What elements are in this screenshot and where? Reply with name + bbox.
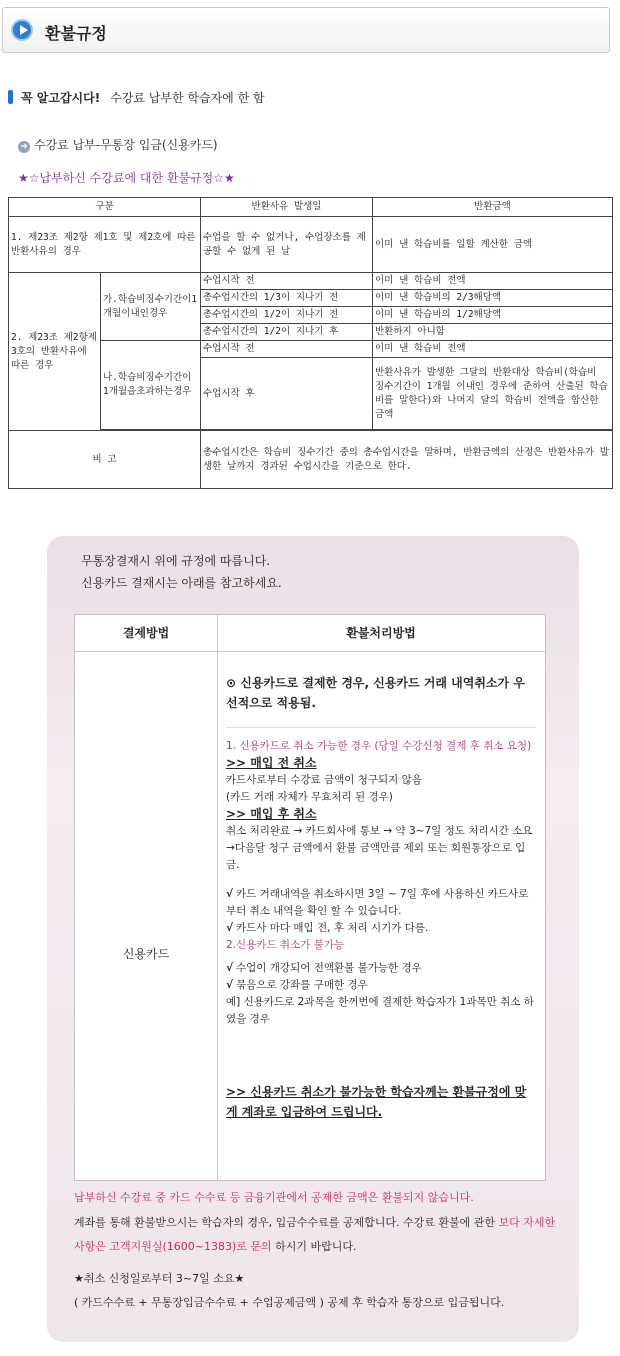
table-header: 반환사유 발생일	[201, 198, 373, 217]
title-bar	[2, 7, 610, 53]
table-cell: 2. 제23조 제2항제3호의 반환사유에 따른 경우	[9, 273, 101, 431]
notice-line	[8, 89, 265, 106]
check-item	[226, 886, 536, 920]
foot-text-highlight: 사항은 고객지원실(1600~1383)로 문의	[74, 1240, 272, 1253]
refund-rule-heading: ★☆납부하신 수강료에 대한 환불규정☆★	[18, 171, 235, 185]
table-cell: 가.학습비징수기간이1개월이내인경우	[101, 273, 201, 341]
refund-rule-table	[8, 197, 613, 489]
table-header: 반환금액	[373, 198, 613, 217]
table-cell: 수업을 할 수 없거나, 수업장소를 제공할 수 없게 된 날	[201, 217, 373, 273]
text-line: →다음달 청구 금액에서 환불 금액만큼 제외 또는 회원통장으로 입금.	[226, 842, 526, 871]
table-cell: 1. 제23조 제2항 제1호 및 제2호에 따른 반환사유의 경우	[9, 217, 201, 273]
check-icon: √	[226, 922, 234, 934]
table-cell: 이미 낸 학습비의 1/2해당액	[373, 307, 613, 324]
intro-line: 신용카드 결재시는 아래를 참고하세요.	[81, 576, 282, 590]
table-cell: 나.학습비징수기간이 1개월을초과하는경우	[101, 341, 201, 430]
final-note: >> 신용카드 취소가 불가능한 학습자께는 환불규정에 맞게 계좌로 입금하여 드립니다.	[226, 1085, 527, 1119]
table-cell: 수업시작 전	[201, 341, 373, 358]
bullet-bar-icon	[8, 90, 13, 104]
section-title: 2.신용카드 취소가 불가능	[226, 939, 345, 951]
method-column	[75, 651, 218, 1180]
foot-text-highlight: 보다 자세한	[498, 1216, 556, 1229]
notice-bold: 꼭 알고갑시다!	[21, 91, 101, 105]
check-text: 카드 거래내역을 취소하시면 3일 ~ 7일 후에 사용하신 카드사로 부터 취소 내역을 확인 할 수 있습니다.	[226, 888, 529, 917]
check-text: 카드사 마다 매입 전, 후 처리 시기가 다름.	[236, 922, 429, 934]
check-icon: √	[226, 962, 234, 974]
foot-text	[74, 1214, 555, 1230]
card-refund-table	[74, 614, 546, 1181]
table-header: 결제방법	[75, 615, 218, 652]
table-cell: 이미 낸 학습비 전액	[373, 341, 613, 358]
table-cell: 이미 낸 학습비 전액	[373, 273, 613, 290]
notice-text: 수강료 납부한 학습자에 한 함	[110, 91, 265, 105]
check-item	[226, 920, 536, 937]
foot-text-part: 계좌를 통해 환불받으시는 학습자의 경우, 입금수수료를 공제합니다. 수강료 환불에 관한	[74, 1216, 499, 1229]
check-icon: √	[226, 888, 234, 900]
foot-text	[74, 1238, 357, 1254]
table-cell: 총수업시간의 1/3이 지나기 전	[201, 290, 373, 307]
table-cell: 총수업시간의 1/2이 지나기 후	[201, 324, 373, 341]
refund-method-content	[226, 651, 536, 1122]
check-text: 묶음으로 강좌를 구매한 경우	[236, 979, 368, 991]
table-cell: 총수업시간은 학습비 징수기간 중의 총수업시간을 말하며, 반환금액의 산정은 반환사유가 발생한 날까지 경과된 수업시간을 기준으로 한다.	[201, 431, 613, 489]
table-header: 구분	[9, 198, 201, 217]
foot-warning: 납부하신 수강료 중 카드 수수료 등 금융기관에서 공제한 금액은 환불되지 않습니다.	[74, 1191, 474, 1204]
table-cell: 수업시작 전	[201, 273, 373, 290]
table-cell: 비 고	[9, 431, 201, 489]
check-item	[226, 960, 536, 977]
method-cell: 신용카드	[122, 947, 170, 961]
check-icon: √	[226, 979, 234, 991]
card-refund-box	[47, 536, 579, 1342]
play-icon	[11, 19, 33, 41]
payment-subtitle	[18, 136, 218, 153]
check-text: 수업이 개강되어 전액환불 불가능한 경우	[236, 962, 422, 974]
text-line: (카드 거래 자체가 무효처리 된 경우)	[226, 791, 393, 803]
after-cancel-title: >> 매입 후 취소	[226, 807, 317, 821]
table-cell: 반환사유가 발생한 그달의 반환대상 학습비(학습비 징수기간이 1개월 이내인 경우에 준하여 산출된 학습비를 말한다)와 나머지 달의 학습비 전액을 합산한 금액	[373, 358, 613, 430]
page-title: 환불규정	[45, 24, 107, 43]
table-cell: 반환하지 아니함	[373, 324, 613, 341]
payment-subtitle-text: 수강료 납부-무통장 입금(신용카드)	[34, 138, 218, 152]
check-item	[226, 977, 536, 994]
before-cancel-title: >> 매입 전 취소	[226, 756, 317, 770]
table-header: 환불처리방법	[217, 615, 545, 652]
foot-note: ( 카드수수료 + 무통장입금수수료 + 수업공제금액 ) 공제 후 학습자 통장으로 입금됩니다.	[74, 1296, 505, 1309]
table-cell: 수업시작 후	[201, 358, 373, 430]
example-text: 예] 신용카드로 2과목을 한꺼번에 결제한 학습자가 1과목만 취소 하였을 경우	[226, 996, 534, 1025]
text-line: 카드사로부터 수강료 금액이 청구되지 않음	[226, 774, 422, 786]
arrow-icon: ➜	[18, 141, 30, 153]
lead-text: ⊙ 신용카드로 결제한 경우, 신용카드 거래 내역취소가 우선적으로 적용됨.	[226, 673, 536, 728]
text-line: 취소 처리완료 → 카드회사에 통보 → 약 3~7일 정도 처리시간 소요	[226, 825, 533, 837]
table-cell: 이미 낸 학습비를 일할 계산한 금액	[373, 217, 613, 273]
table-cell: 총수업시간의 1/2이 지나기 전	[201, 307, 373, 324]
foot-note: ★취소 신청일로부터 3~7일 소요★	[74, 1272, 245, 1285]
table-cell: 이미 낸 학습비의 2/3해당액	[373, 290, 613, 307]
foot-text-part: 하시기 바랍니다.	[271, 1240, 357, 1253]
box-intro	[81, 550, 282, 594]
intro-line: 무통장결재시 위에 규정에 따릅니다.	[81, 554, 271, 568]
section-title: 1. 신용카드로 취소 가능한 경우 (당일 수강신청 결제 후 취소 요청)	[226, 740, 532, 752]
